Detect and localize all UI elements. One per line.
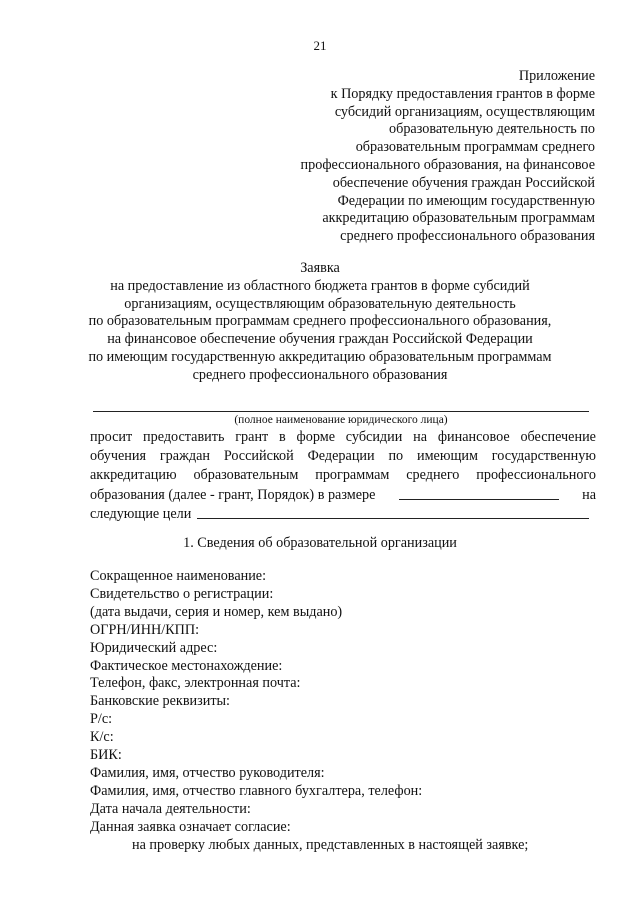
title-line: на предоставление из областного бюджета грантов в форме субсидий: [110, 277, 530, 294]
appendix-line: субсидий организациям, осуществляющим: [334, 103, 595, 120]
word: обеспечение: [520, 429, 596, 445]
appendix-line: образовательную деятельность по: [389, 121, 595, 138]
word: в: [279, 429, 286, 445]
request-line-4: [90, 486, 596, 505]
word: программам: [315, 467, 390, 484]
field-consent: Данная заявка означает согласие:: [90, 818, 291, 835]
page-number: 21: [313, 38, 327, 53]
appendix-header: [265, 68, 595, 246]
word: на: [413, 429, 428, 445]
word: образовательным: [193, 467, 299, 484]
appendix-line: к Порядку предоставления грантов в форме: [330, 85, 595, 102]
appendix-line: Федерации по имеющим государственную: [337, 192, 595, 209]
word: просит: [90, 429, 133, 445]
word: форме: [296, 429, 335, 445]
word: граждан: [159, 448, 210, 465]
appendix-line: аккредитацию образовательным программам: [322, 210, 595, 227]
title-line: среднего профессионального образования: [192, 366, 448, 383]
title-heading: Заявка: [300, 260, 340, 276]
section-1-heading: 1. Сведения об образовательной организации: [183, 535, 457, 551]
legal-entity-name-blank[interactable]: [93, 411, 589, 412]
field-actual-location: Фактическое местонахождение:: [90, 657, 283, 674]
appendix-line: обеспечение обучения граждан Российской: [332, 174, 595, 191]
legal-entity-caption: (полное наименование юридического лица): [234, 414, 448, 426]
appendix-line: образовательным программам среднего: [355, 139, 595, 156]
purpose-label: следующие цели: [90, 505, 192, 522]
grant-amount-blank[interactable]: [399, 486, 559, 500]
word: аккредитацию: [90, 467, 177, 484]
field-settlement-account: Р/с:: [90, 711, 113, 728]
word: Федерации: [307, 448, 375, 465]
appendix-line: Приложение: [518, 68, 595, 84]
field-correspondent-account: К/с:: [90, 729, 114, 746]
field-registration-certificate: Свидетельство о регистрации:: [90, 585, 274, 602]
request-line-5: [90, 505, 596, 524]
word: государственную: [491, 448, 596, 465]
field-registration-details: (дата выдачи, серия и номер, кем выдано): [90, 603, 343, 620]
word: по: [388, 448, 404, 465]
field-bik: БИК:: [90, 747, 122, 764]
organization-fields: [90, 568, 600, 855]
request-line-1: [90, 428, 596, 447]
title-line: организациям, осуществляющим образовательную деятельность: [124, 295, 516, 312]
field-ogrn-inn-kpp: ОГРН/ИНН/КПП:: [90, 621, 200, 638]
word: имеющим: [416, 448, 478, 465]
word: финансовое: [437, 429, 510, 445]
purpose-blank[interactable]: [197, 505, 589, 519]
field-legal-address: Юридический адрес:: [90, 639, 218, 656]
field-short-name: Сокращенное наименование:: [90, 568, 267, 584]
request-paragraph: [90, 428, 596, 524]
request-line-2: [90, 447, 596, 466]
word: предоставить: [143, 429, 225, 445]
application-title: [0, 260, 640, 385]
appendix-line: среднего профессионального образования: [340, 228, 595, 245]
field-director-name: Фамилия, имя, отчество руководителя:: [90, 764, 325, 781]
title-line: по образовательным программам среднего профессионального образования,: [88, 313, 552, 330]
appendix-line: профессионального образования, на финансовое: [300, 156, 595, 173]
request-line-3: [90, 466, 596, 485]
word: субсидии: [345, 429, 403, 445]
field-start-date: Дата начала деятельности:: [90, 800, 251, 817]
consent-item: на проверку любых данных, представленных в настоящей заявке;: [132, 836, 529, 853]
word: среднего: [406, 467, 460, 484]
field-bank-details: Банковские реквизиты:: [90, 693, 230, 710]
word: обучения: [90, 448, 147, 465]
word: Российской: [223, 448, 294, 465]
title-line: на финансовое обеспечение обучения граждан Российской Федерации: [107, 331, 533, 348]
field-contacts: Телефон, факс, электронная почта:: [90, 675, 301, 692]
word: профессионального: [476, 467, 596, 484]
field-chief-accountant: Фамилия, имя, отчество главного бухгалтера, телефон:: [90, 782, 423, 799]
title-line: по имеющим государственную аккредитацию образовательным программам: [88, 348, 552, 365]
word: грант: [235, 429, 269, 445]
amount-end-word: на: [582, 486, 596, 503]
amount-text: образования (далее - грант, Порядок) в размере: [90, 486, 376, 503]
